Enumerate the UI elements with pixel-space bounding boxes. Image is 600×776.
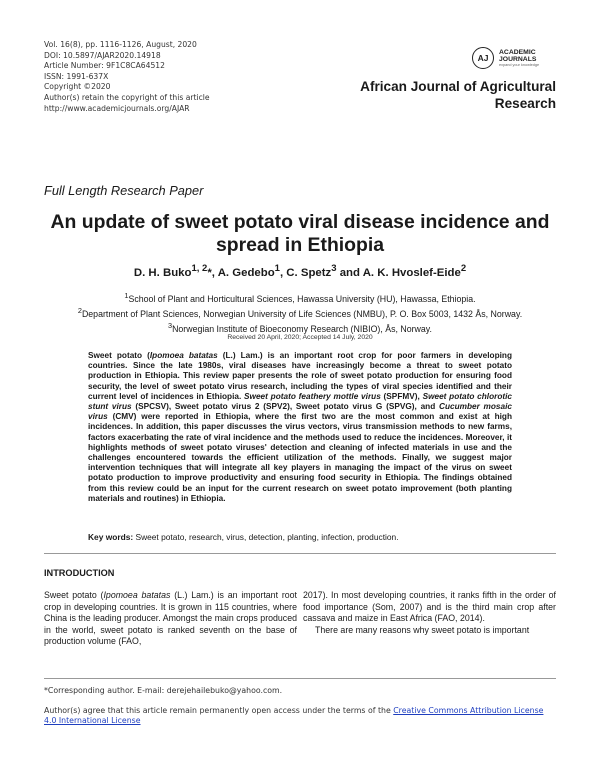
corresponding-author: *Corresponding author. E-mail: derejehailebuko@yahoo.com. [44, 686, 283, 695]
meta-article-number: Article Number: 9F1C8CA64512 [44, 61, 165, 71]
meta-url[interactable]: http://www.academicjournals.org/AJAR [44, 103, 190, 113]
footnote-divider [44, 678, 556, 679]
abstract: Sweet potato (Ipomoea batatas (L.) Lam.) is an important root crop for poor farmers in developing countries. Since the late 1980s, viral diseases have increasingly become a threat to sweet potato production in Ethiopia. This review paper presents the role of sweet potato production for ensuring food security, the level of sweet potato virus research, including the types of viral species identified and their current level of incidences in Ethiopia. Sweet potato feathery mottle virus (SPFMV), Sweet potato chlorotic stunt virus (SPCSV), Sweet potato virus 2 (SPV2), Sweet potato virus G (SPVG), and Cucumber mosaic virus (CMV) were reported in Ethiopia, where the first two are the most common and exist at high incidences. In addition, this paper discusses the virus vectors, virus transmission methods to new farms, factors exacerbating the rate of viral incidence and the methods used to reduce the incidences. Moreover, it highlights methods of sweet potato viruses' detection and cleaning of infected materials in use and the challenges encountered towards the efficient utilization of the methods. Finally, we suggest major intervention techniques that will integrate all key players in managing the impact of the virus on sweet potato production to improve productivity and ensuring food security in Ethiopia. The findings obtained from this review could be an input for the current research on sweet potato improvement (both planting materials and routines) in Ethiopia. [88, 351, 513, 503]
author: D. H. Buko [133, 266, 192, 279]
author: A. K. Hvoslef-Eide [362, 266, 461, 279]
received-dates: Received 20 April, 2020; Accepted 14 July, 2020 [227, 334, 373, 341]
license-notice: Author(s) agree that this article remain permanently open access under the terms of the Creative Commons Attribution License 4.0 International License [44, 706, 544, 726]
affiliation: $^2$Department of Plant Sciences, Norwegian University of Life Sciences (NMBU), P. O. Box 5003, 1432 Ås, Norway. [77, 306, 523, 320]
author: C. Spetz [286, 266, 332, 279]
intro-column-right: 2017). In most developing countries, it ranks fifth in the order of food importance (Som, 2007) and is the third main crop after cassava and maize in East Africa (FAO, 2014). There are many reasons why sweet potato is important [303, 590, 556, 635]
affiliations [30, 290, 570, 335]
introduction-heading: INTRODUCTION [44, 568, 115, 578]
author-list: D. H. Buko$^{1, 2}$*, A. Gedebo$^1$, C. Spetz$^3$ and A. K. Hvoslef-Eide$^2$ [133, 263, 467, 279]
paper-title: An update of sweet potato viral disease incidence and spread in Ethiopia [50, 211, 550, 256]
academic-journals-logo [472, 47, 592, 71]
keywords-text: Sweet potato, research, virus, detection, planting, infection, production. [133, 532, 399, 542]
article-metadata [44, 40, 210, 114]
logo-circle-icon: AJ [472, 47, 494, 69]
meta-copyright: Copyright ©2020 [44, 82, 111, 92]
meta-issn: ISSN: 1991-637X [44, 71, 109, 81]
affiliation: $^3$Norwegian Institute of Bioeconomy Research (NIBIO), Ås, Norway. [167, 321, 432, 335]
keywords-label: Key words: [88, 532, 134, 542]
journal-name: African Journal of Agricultural Research [360, 79, 556, 111]
article-type: Full Length Research Paper [44, 183, 204, 198]
keywords [88, 532, 528, 542]
meta-volume: Vol. 16(8), pp. 1116-1126, August, 2020 [44, 40, 197, 49]
affiliation: $^1$School of Plant and Horticultural Sciences, Hawassa University (HU), Hawassa, Ethiopia. [124, 291, 476, 304]
intro-column-left: Sweet potato (Ipomoea batatas (L.) Lam.) is an important root crop in developing countries. It is grown in 115 countries, where China is the leading producer. Amongst the main crops produced in the world, sweet potato is ranked seventh on the base of production volume (FAO, [44, 590, 297, 647]
logo-tagline: expand your knowledge [499, 63, 540, 67]
meta-rights: Author(s) retain the copyright of this article [44, 92, 210, 102]
logo-wordmark: ACADEMIC JOURNALS [499, 49, 537, 63]
author: A. Gedebo [217, 266, 275, 279]
license-link[interactable]: Creative Commons Attribution License 4.0 International License [44, 706, 544, 726]
meta-doi: DOI: 10.5897/AJAR2020.14918 [44, 50, 161, 60]
divider [44, 553, 556, 554]
